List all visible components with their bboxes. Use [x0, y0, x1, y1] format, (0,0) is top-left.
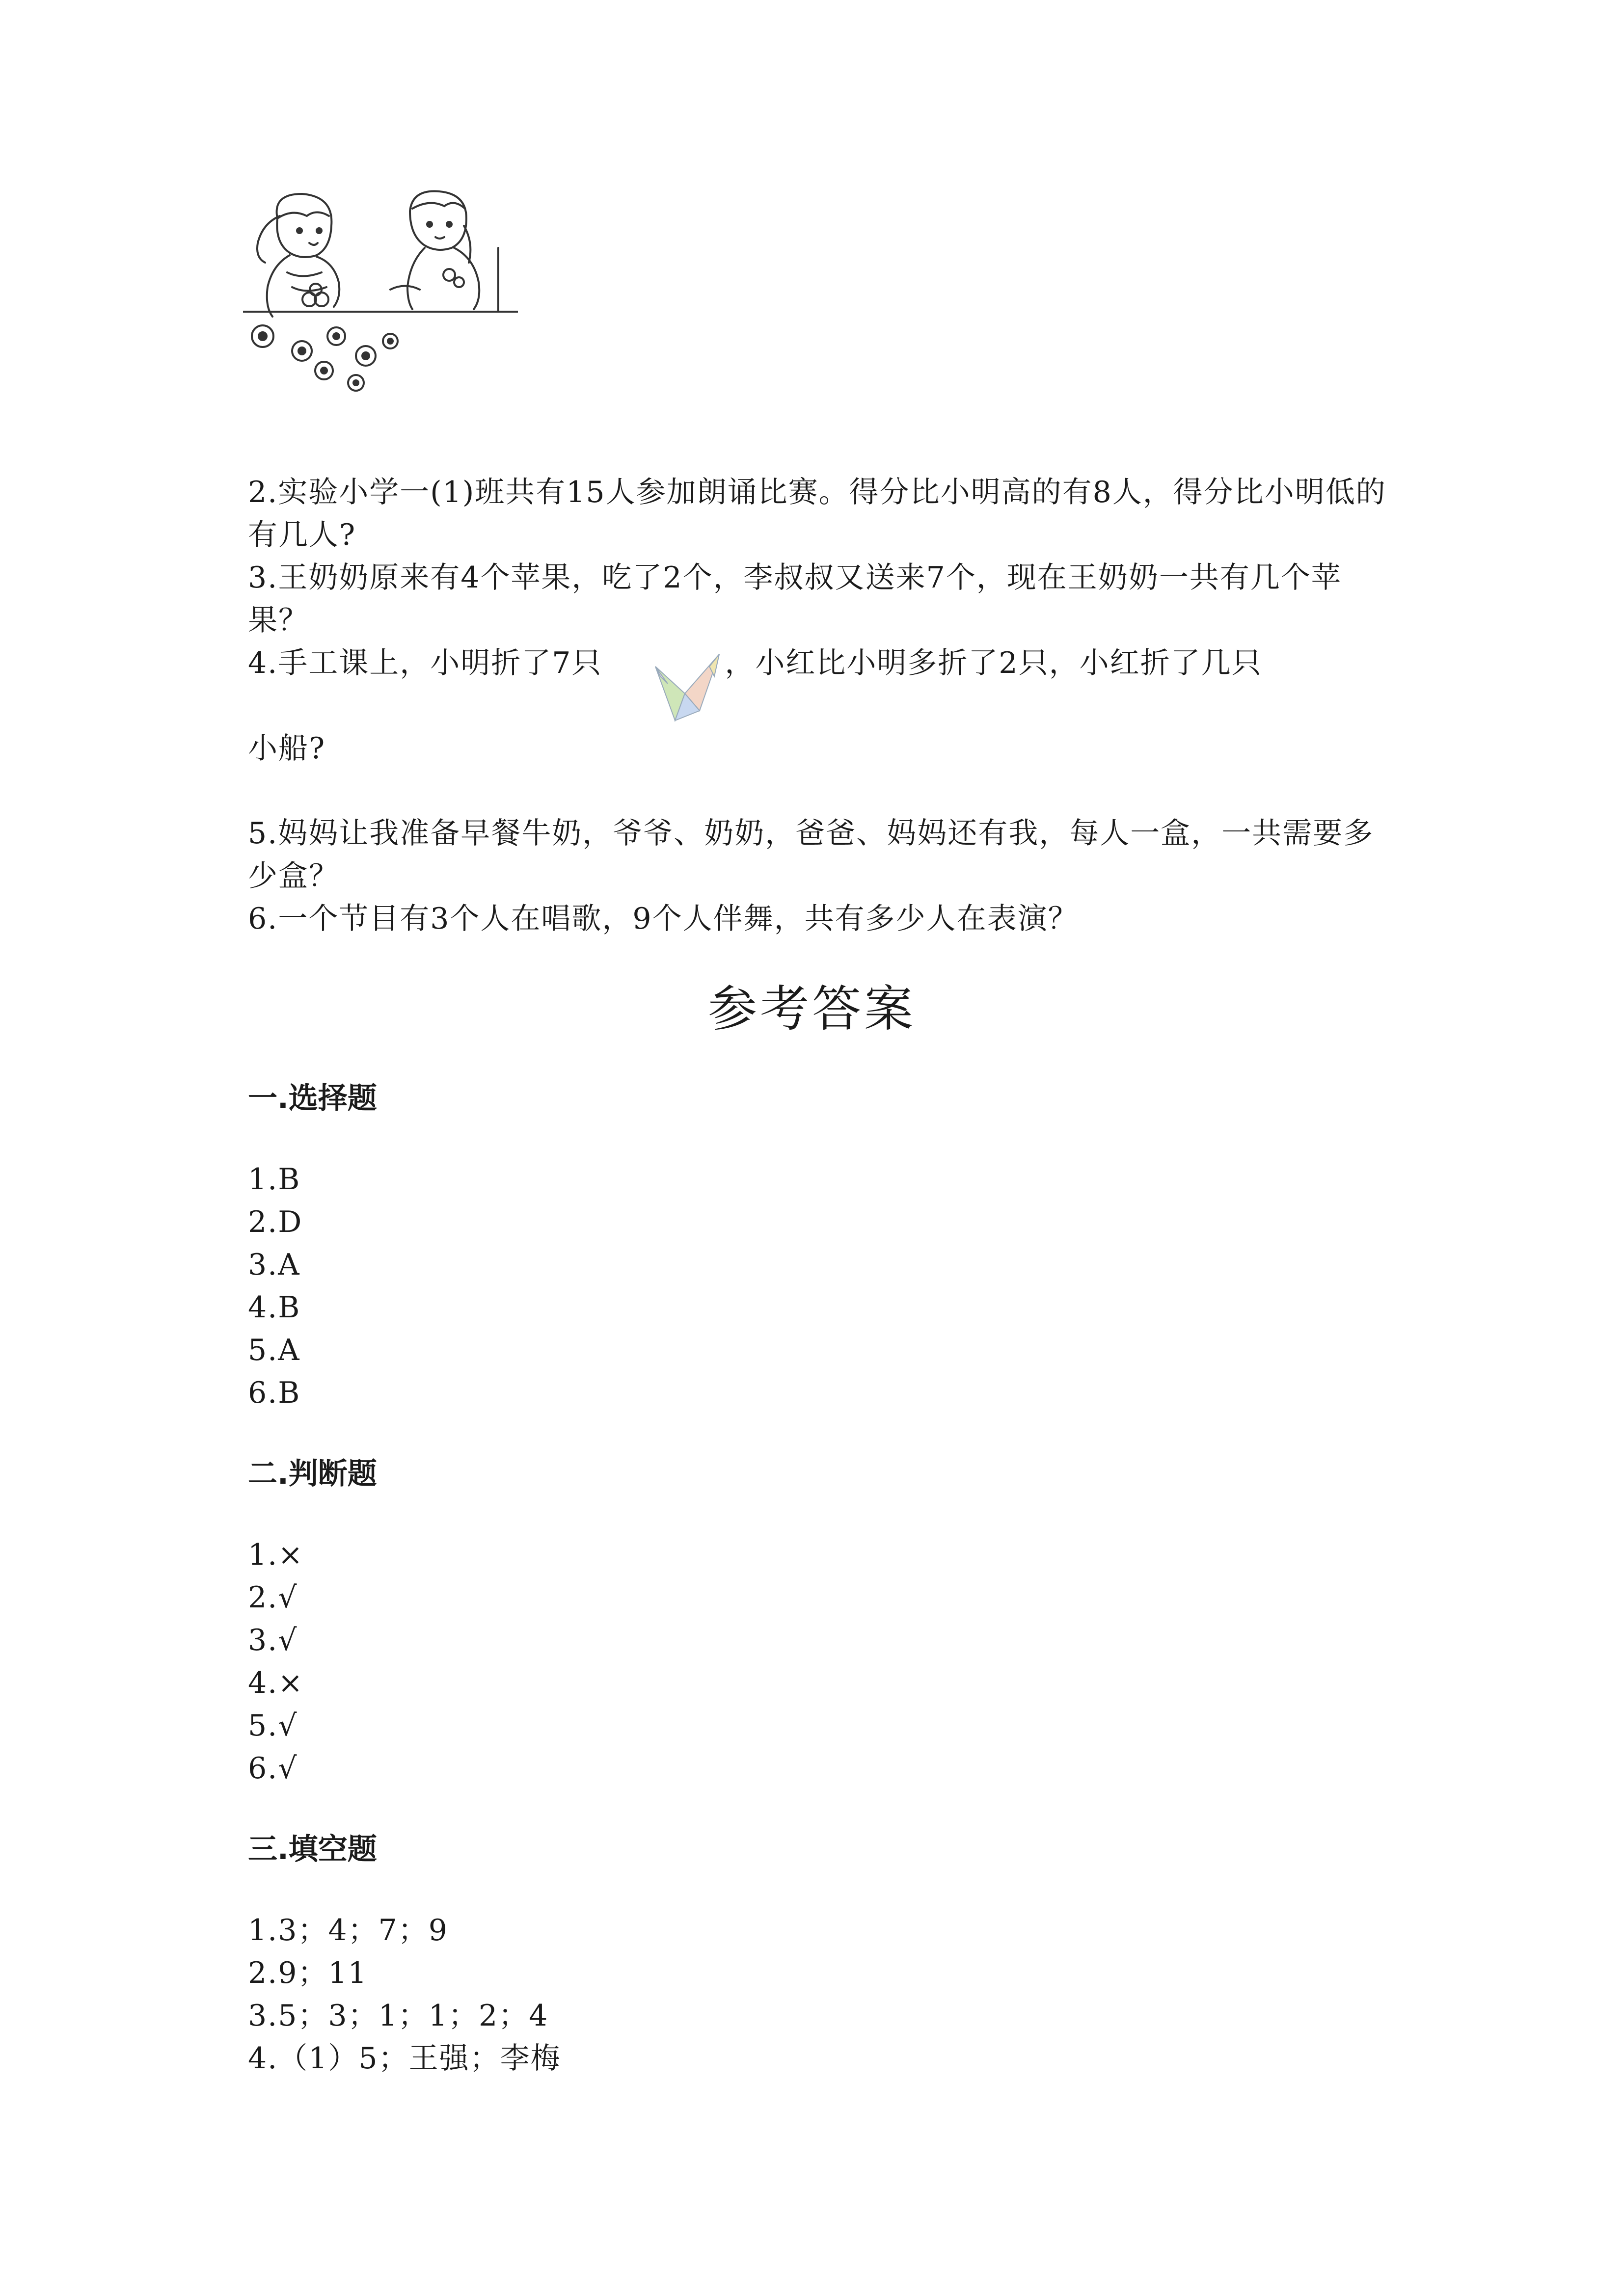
list-item: 3.5；3；1；1；2；4 — [248, 1999, 549, 2033]
answer-list-multiple-choice — [248, 1158, 302, 1415]
section-title-true-false: 二.判断题 — [248, 1457, 377, 1491]
section-title-multiple-choice: 一.选择题 — [248, 1081, 377, 1116]
list-item: 3.√ — [248, 1623, 298, 1657]
paper-crane-image — [646, 647, 724, 725]
list-item: 4.× — [248, 1666, 304, 1700]
question-5: 5.妈妈让我准备早餐牛奶，爷爷、奶奶，爸爸、妈妈还有我，每人一盒，一共需要多少盒？ — [248, 816, 1374, 893]
question-6: 6.一个节目有3个人在唱歌，9个人伴舞，共有多少人在表演？ — [248, 902, 1079, 936]
answer-list-fill-in — [248, 1909, 561, 2080]
section-title-fill-in: 三.填空题 — [248, 1832, 377, 1867]
list-item: 2.D — [248, 1205, 303, 1239]
list-item: 6.√ — [248, 1751, 298, 1786]
question-3: 3.王奶奶原来有4个苹果，吃了2个，李叔叔又送来7个，现在王奶奶一共有几个苹果？ — [248, 561, 1342, 638]
list-item: 2.9；11 — [248, 1956, 368, 1990]
question-2: 2.实验小学一(1)班共有15人参加朗诵比赛。得分比小明高的有8人，得分比小明低的有几人? — [248, 475, 1386, 552]
girls-folding-flowers-illustration — [243, 189, 518, 395]
question-4 — [248, 642, 1387, 685]
list-item: 5.√ — [248, 1709, 298, 1743]
answer-key-title: 参考答案 — [708, 980, 916, 1038]
list-item: 6.B — [248, 1376, 301, 1410]
list-item: 1.× — [248, 1538, 304, 1572]
list-item: 4.B — [248, 1290, 301, 1325]
list-item: 4.（1）5；王强；李梅 — [248, 2041, 561, 2076]
list-item: 1.3；4；7；9 — [248, 1913, 448, 1948]
answer-list-true-false — [248, 1534, 304, 1790]
list-item: 3.A — [248, 1248, 300, 1282]
list-item: 2.√ — [248, 1580, 298, 1615]
list-item: 5.A — [248, 1333, 300, 1367]
question-4-part-1: 4.手工课上，小明折了7只 — [248, 646, 602, 680]
question-4-part-2: ，小红比小明多折了2只，小红折了几只 — [725, 646, 1262, 680]
question-4-continued: 小船? — [248, 731, 326, 766]
list-item: 1.B — [248, 1162, 301, 1197]
